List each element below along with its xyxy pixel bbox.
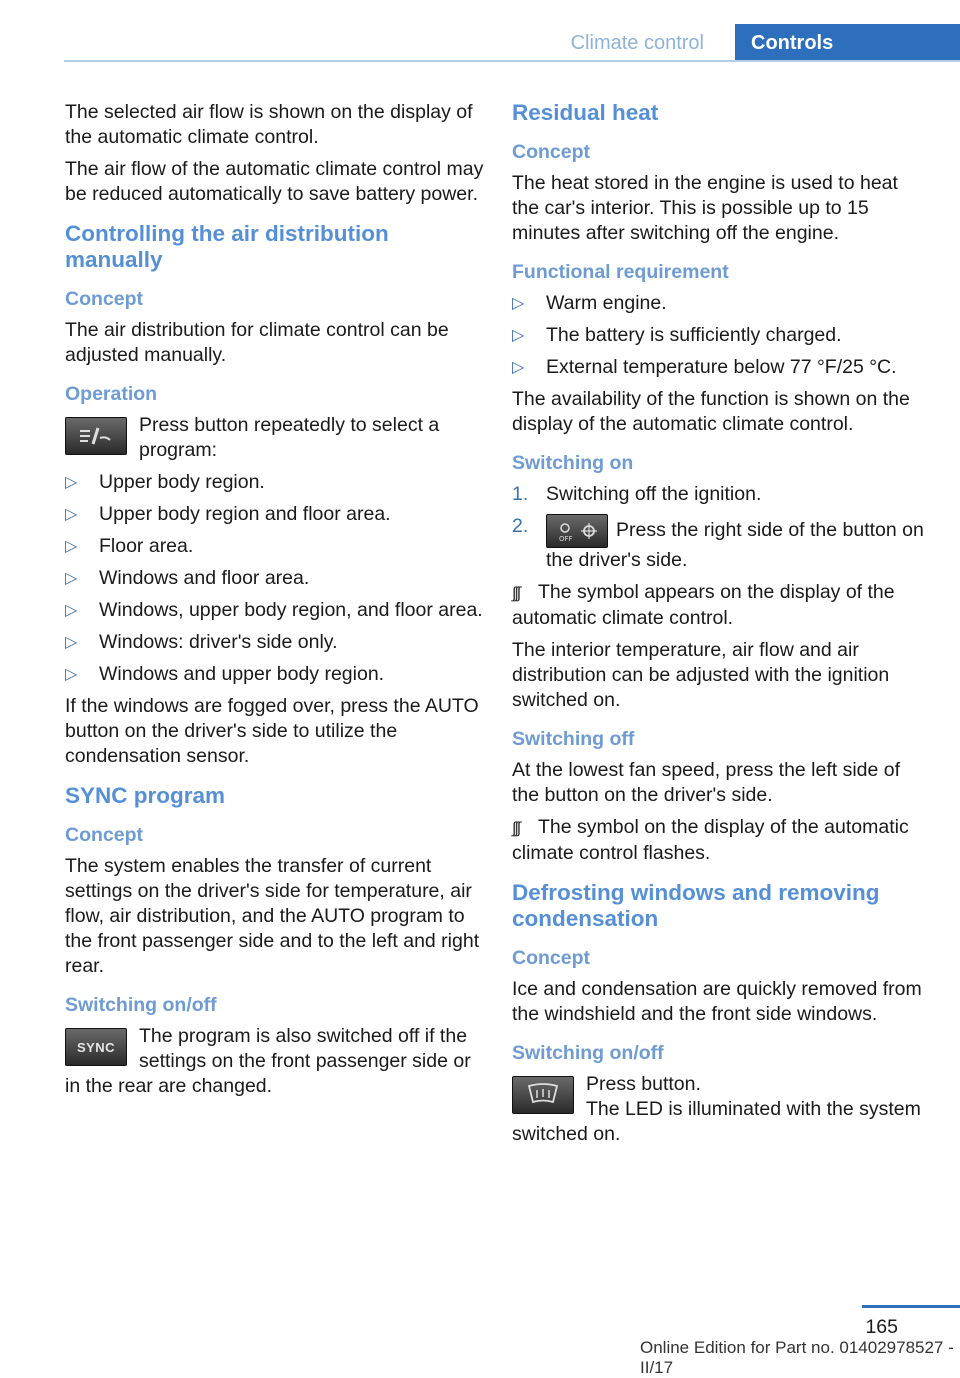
subheading-functional-requirement: Functional requirement — [512, 261, 729, 283]
triangle-bullet-icon: ▷ — [512, 327, 525, 344]
led-text: The LED is illuminated with the system switched on. — [512, 1098, 921, 1145]
list-item — [512, 482, 926, 507]
list-item — [512, 514, 926, 573]
right-column — [512, 100, 926, 1154]
header-rule — [64, 60, 960, 62]
residual-heat-symbol-icon: ∫∫∫ — [512, 585, 520, 602]
footer-rule — [862, 1305, 960, 1308]
edition-note: Online Edition for Part no. 01402978527 - II/17 — [640, 1338, 954, 1377]
subheading-switching-on: Switching on — [512, 452, 634, 474]
list-item — [512, 355, 926, 380]
list-item-text: Floor area. — [99, 535, 194, 557]
list-item-text: Windows, upper body region, and floor area. — [99, 599, 483, 621]
air-distribution-button-icon — [65, 417, 127, 455]
subheading-operation: Operation — [65, 383, 158, 405]
list-item-text: Warm engine. — [546, 292, 667, 314]
list-item — [65, 566, 485, 591]
triangle-bullet-icon: ▷ — [512, 295, 525, 312]
triangle-bullet-icon: ▷ — [65, 474, 78, 491]
subheading-concept: Concept — [65, 824, 143, 846]
page-header — [0, 0, 960, 62]
defrost-instruction — [512, 1072, 926, 1147]
subheading-concept: Concept — [512, 141, 590, 163]
heading-residual-heat: Residual heat — [512, 100, 659, 125]
list-item — [65, 630, 485, 655]
requirement-list — [512, 291, 926, 380]
paragraph-text: The symbol appears on the display of the automatic climate control. — [512, 581, 895, 629]
triangle-bullet-icon: ▷ — [65, 570, 78, 587]
paragraph: If the windows are fogged over, press the AUTO button on the driver's side to utilize the condensation sensor. — [65, 695, 479, 767]
subheading-switching-off: Switching off — [512, 728, 635, 750]
list-item — [65, 470, 485, 495]
sync-text: The program is also switched off if the settings on the front passenger side or in the rear are changed. — [65, 1025, 471, 1097]
list-item — [65, 598, 485, 623]
fan-off-button-icon — [546, 514, 608, 548]
subheading-switching-on-off: Switching on/off — [65, 994, 217, 1016]
subheading-concept: Concept — [512, 947, 590, 969]
defrost-button-icon — [512, 1076, 574, 1114]
heading-manual-distribution: Controlling the air distribution manually — [65, 221, 389, 272]
list-item-text: Windows and upper body region. — [99, 663, 385, 685]
list-item-text: Windows: driver's side only. — [99, 631, 338, 653]
paragraph: Ice and condensation are quickly removed from the windshield and the front side windows. — [512, 978, 922, 1025]
list-item — [65, 662, 485, 687]
step-number: 1. — [512, 483, 529, 505]
list-item-text: Windows and floor area. — [99, 567, 310, 589]
list-item-text: Upper body region and floor area. — [99, 503, 391, 525]
operation-instruction — [65, 413, 485, 463]
sync-instruction — [65, 1024, 485, 1099]
list-item-text: Switching off the ignition. — [546, 483, 762, 505]
list-item-text: Upper body region. — [99, 471, 265, 493]
triangle-bullet-icon: ▷ — [65, 538, 78, 555]
list-item-text: Press the right side of the button on the driver's side. — [546, 519, 924, 571]
steps-list — [512, 482, 926, 573]
triangle-bullet-icon: ▷ — [512, 359, 525, 376]
paragraph: The selected air flow is shown on the display of the automatic climate control. — [65, 101, 473, 148]
residual-heat-symbol-icon: ∫∫∫ — [512, 820, 520, 837]
svg-text:OFF: OFF — [559, 535, 573, 543]
paragraph — [512, 580, 926, 631]
list-item — [65, 502, 485, 527]
sync-button-icon: SYNC — [65, 1028, 127, 1066]
list-item — [512, 291, 926, 316]
paragraph: The air distribution for climate control can be adjusted manually. — [65, 319, 449, 366]
list-item-text: The battery is sufficiently charged. — [546, 324, 842, 346]
paragraph: The availability of the function is shown on the display of the automatic climate control. — [512, 388, 910, 435]
list-item — [512, 323, 926, 348]
paragraph: At the lowest fan speed, press the left side of the button on the driver's side. — [512, 759, 901, 806]
paragraph: The air flow of the automatic climate control may be reduced automatically to save battery power. — [65, 158, 484, 205]
triangle-bullet-icon: ▷ — [65, 506, 78, 523]
paragraph-text: The symbol on the display of the automatic climate control flashes. — [512, 816, 909, 864]
list-item — [65, 534, 485, 559]
program-list — [65, 470, 485, 687]
paragraph: The interior temperature, air flow and air distribution can be adjusted with the ignition switched on. — [512, 639, 890, 711]
triangle-bullet-icon: ▷ — [65, 666, 78, 683]
step-number: 2. — [512, 515, 529, 537]
left-column — [65, 100, 485, 1106]
heading-sync-program: SYNC program — [65, 783, 226, 808]
subheading-switching-on-off: Switching on/off — [512, 1042, 664, 1064]
triangle-bullet-icon: ▷ — [65, 634, 78, 651]
heading-defrosting: Defrosting windows and removing condensation — [512, 880, 880, 931]
subheading-concept: Concept — [65, 288, 143, 310]
page-number: 165 — [865, 1316, 898, 1338]
paragraph — [512, 815, 926, 866]
section-title: Climate control — [570, 32, 704, 54]
paragraph: The heat stored in the engine is used to heat the car's interior. This is possible up to 15 minutes after switching off the engine. — [512, 172, 898, 244]
triangle-bullet-icon: ▷ — [65, 602, 78, 619]
press-text: Press button. — [586, 1073, 701, 1095]
list-item-text: External temperature below 77 °F/25 °C. — [546, 356, 897, 378]
paragraph: The system enables the transfer of current settings on the driver's side for temperature, air flow, air distribution, and the AUTO program to the front passenger side and to the left and right rear. — [65, 855, 480, 977]
operation-text: Press button repeatedly to select a program: — [139, 414, 440, 461]
chapter-tab: Controls — [735, 24, 960, 62]
